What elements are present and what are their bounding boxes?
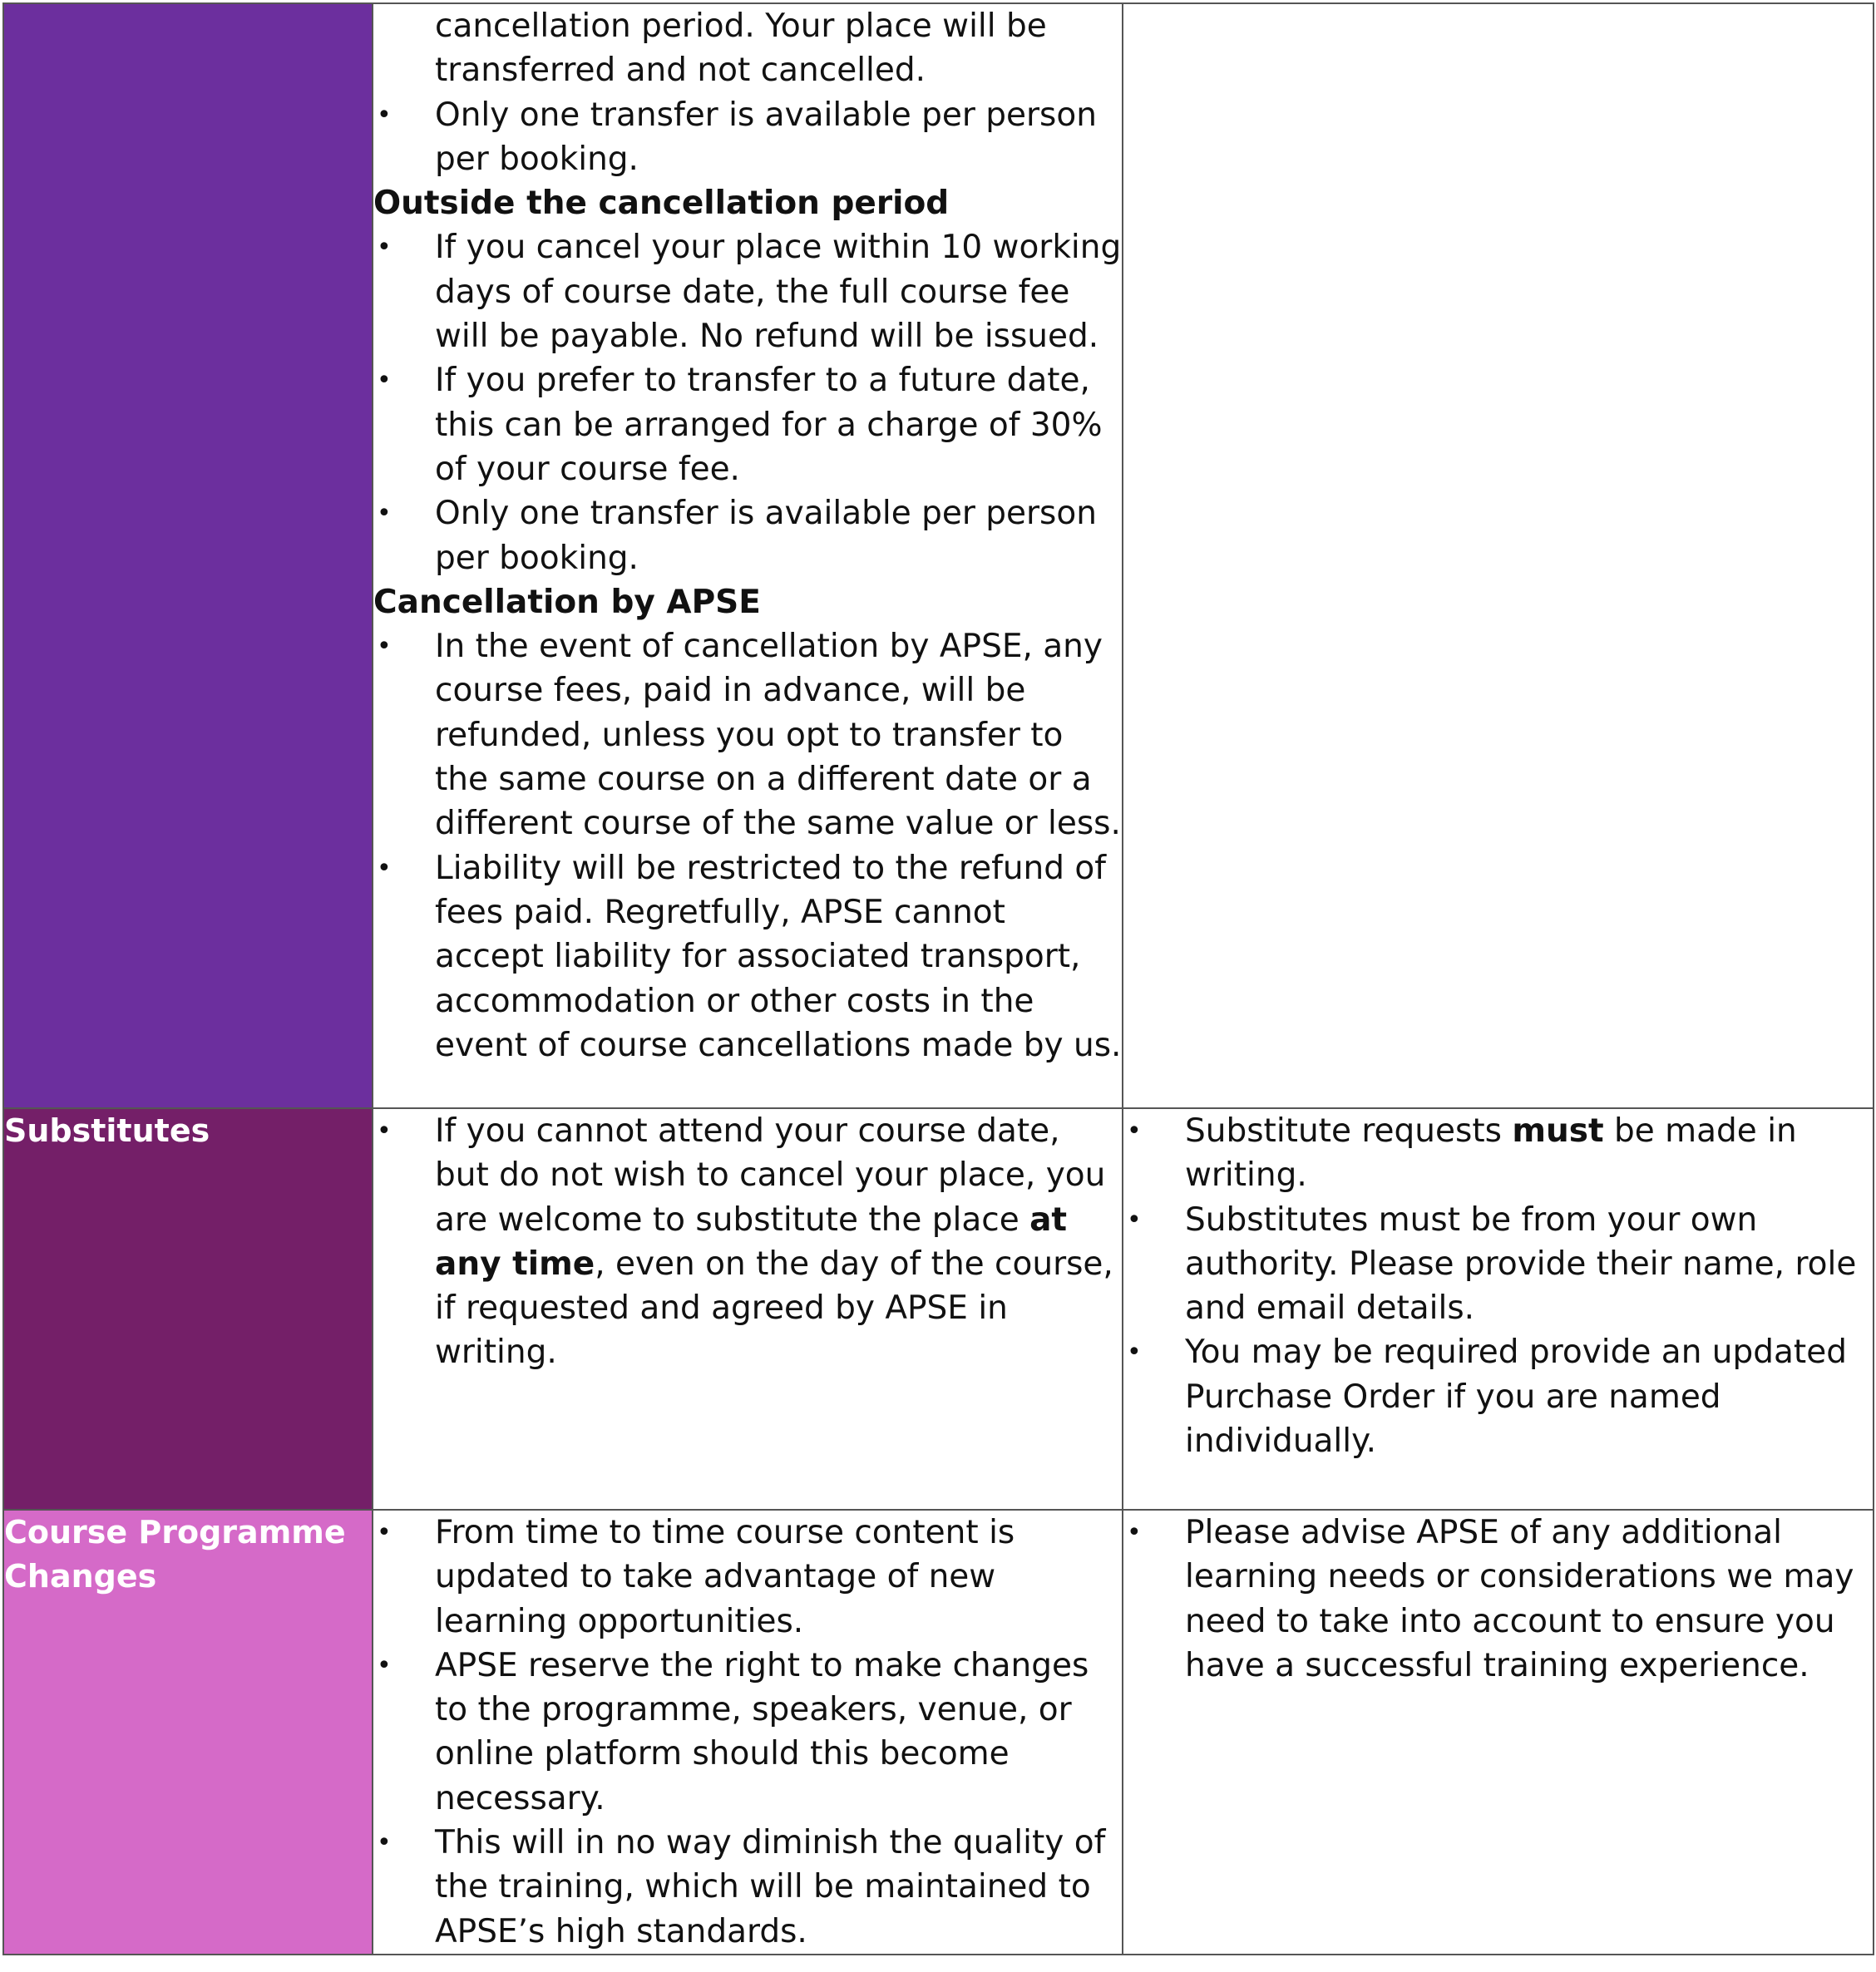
list-item: • If you prefer to transfer to a future date, this can be arranged for a charge of 30% of your course fee. [373,358,1122,491]
list-item: • This will in no way diminish the quality of the training, which will be maintained to APSE’s high standards. [373,1821,1122,1954]
programme-changes-row [3,1510,1874,1955]
list-item: • From time to time course content is updated to take advantage of new learning opportunities. [373,1511,1122,1644]
emphasis-text: must [1512,1112,1604,1150]
outside-period-heading: Outside the cancellation period [373,185,950,223]
continued-bullet-list [373,93,1122,182]
cancellation-row [3,3,1874,1108]
bullet-glyph: • [377,1117,392,1146]
emphasis-text: at any time [435,1200,1068,1283]
list-item: • In the event of cancellation by APSE, any course fees, paid in advance, will be refunded, unless you opt to transfer to the same course on a different date or a different course of the same value or less. [373,624,1122,845]
list-item: • APSE reserve the right to make changes to the programme, speakers, venue, or online platform should this become necessary. [373,1644,1122,1821]
cancellation-notes-cell [1123,3,1874,1108]
bullet-glyph: • [377,1650,392,1680]
bullet-glyph: • [1127,1518,1142,1547]
bullet-glyph: • [377,499,392,529]
list-item: • If you cannot attend your course date, but do not wish to cancel your place, you are welcome to substitute the place at any time, even on the day of the course, if requested and agreed by APSE in writing. [373,1109,1122,1375]
list-item: • Please advise APSE of any additional learning needs or considerations we may need to take into account to ensure you have a successful training experience. [1123,1511,1873,1688]
terms-table [2,2,1874,1955]
substitutes-notes-cell [1123,1108,1874,1510]
apse-cancellation-heading: Cancellation by APSE [373,583,761,621]
cancellation-label-cell [3,3,373,1108]
outside-period-list [373,225,1122,579]
cancellation-policy-cell [373,3,1123,1108]
bullet-glyph: • [1127,1205,1142,1235]
programme-changes-label: Course Programme Changes [4,1514,346,1595]
substitutes-notes-list [1123,1109,1873,1463]
bullet-glyph: • [377,1518,392,1547]
list-item: • Only one transfer is available per person per booking. [373,93,1122,182]
list-item: • Only one transfer is available per person per booking. [373,491,1122,580]
programme-changes-label-cell [3,1510,373,1955]
continued-text: cancellation period. Your place will be transferred and not cancelled. [435,7,1047,90]
substitutes-row [3,1108,1874,1510]
programme-changes-policy-list [373,1511,1122,1954]
bullet-glyph: • [377,100,392,130]
programme-changes-policy-cell [373,1510,1123,1955]
list-item: • Substitutes must be from your own authority. Please provide their name, role and email details. [1123,1198,1873,1331]
programme-changes-notes-list [1123,1511,1873,1688]
bullet-glyph: • [1127,1338,1142,1368]
substitutes-policy-list [373,1109,1122,1375]
list-item: • Substitute requests must be made in writing. [1123,1109,1873,1198]
list-item: • If you cancel your place within 10 working days of course date, the full course fee will be payable. No refund will be issued. [373,225,1122,358]
apse-cancellation-list [373,624,1122,1067]
substitutes-label: Substitutes [4,1112,210,1149]
list-item: • You may be required provide an updated Purchase Order if you are named individually. [1123,1330,1873,1463]
list-item: • Liability will be restricted to the refund of fees paid. Regretfully, APSE cannot accept liability for associated transport, accommodation or other costs in the event of course cancellations made by us. [373,846,1122,1067]
bullet-glyph: • [1127,1117,1142,1146]
bullet-glyph: • [377,632,392,662]
substitutes-label-cell [3,1108,373,1510]
bullet-glyph: • [377,233,392,263]
bullet-glyph: • [377,853,392,883]
programme-changes-notes-cell [1123,1510,1874,1955]
substitutes-policy-cell [373,1108,1123,1510]
bullet-glyph: • [377,366,392,396]
bullet-glyph: • [377,1828,392,1858]
